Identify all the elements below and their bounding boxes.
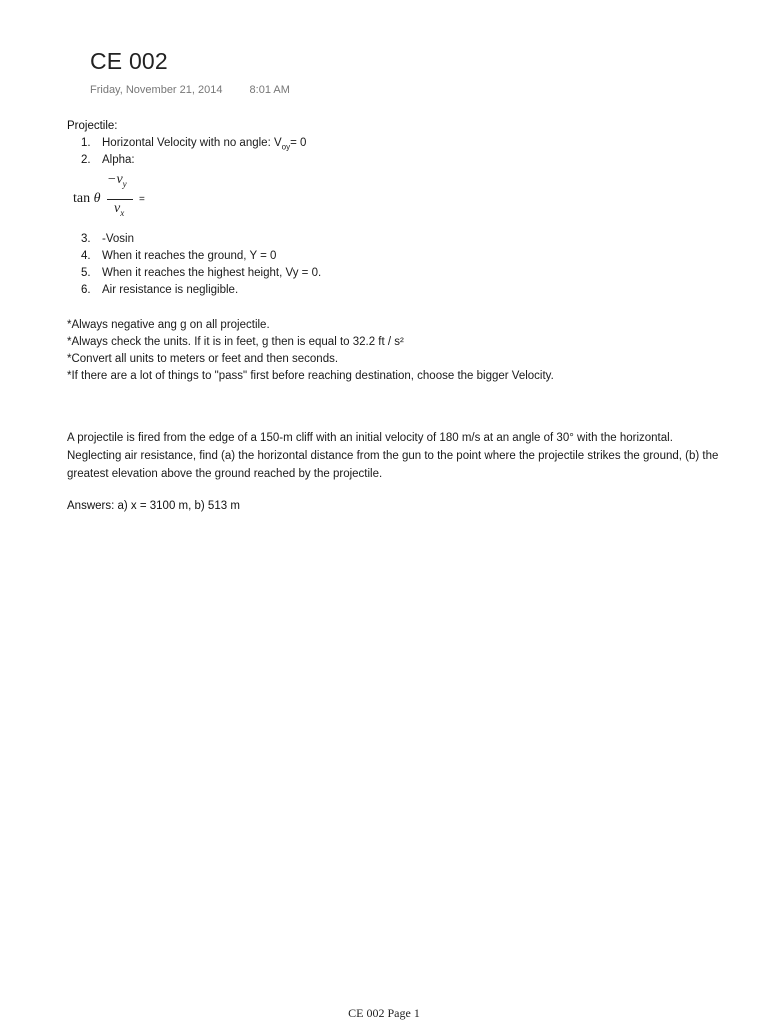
list-item-text: When it reaches the highest height, Vy = 0. bbox=[102, 267, 322, 279]
list-item-text: Air resistance is negligible. bbox=[102, 284, 239, 296]
numerator-symbol: −v bbox=[107, 172, 123, 187]
note-line: *Always negative ang g on all projectile. bbox=[67, 319, 270, 331]
problem-statement: A projectile is fired from the edge of a 150-m cliff with an initial velocity of 180 m/s at an angle of 30° with the horizontal. Neglecting air resistance, find (a) the horizontal distance from the gun to the point where the projectile strikes the ground, (b) the greatest elevation above the ground reached by the projectile. bbox=[67, 432, 719, 480]
note-line: *Always check the units. If it is in feet, g then is equal to 32.2 ft / s² bbox=[67, 336, 404, 348]
voy-subscript: oy bbox=[281, 142, 291, 152]
list-item-text: Alpha: bbox=[102, 154, 135, 166]
page-meta bbox=[90, 84, 290, 96]
list-item-text: -Vosin bbox=[102, 233, 134, 245]
list-number: 6. bbox=[81, 284, 91, 296]
notes-block bbox=[67, 317, 727, 385]
list-number: 1. bbox=[81, 137, 91, 149]
list-item-text: Horizontal Velocity with no angle: bbox=[102, 137, 274, 149]
rules-list-bottom bbox=[67, 231, 727, 299]
formula-equals: = bbox=[139, 194, 145, 205]
note-line: *Convert all units to meters or feet and then seconds. bbox=[67, 353, 339, 365]
list-item bbox=[67, 231, 727, 248]
tan-label: tan bbox=[73, 191, 91, 206]
answer-line: Answers: a) x = 3100 m, b) 513 m bbox=[67, 500, 240, 512]
formula-lhs bbox=[73, 190, 101, 207]
denominator-subscript: x bbox=[120, 207, 125, 218]
list-number: 2. bbox=[81, 154, 91, 166]
formula-numerator bbox=[107, 171, 127, 193]
time-stamp: 8:01 AM bbox=[249, 84, 290, 96]
page-footer: CE 002 Page 1 bbox=[348, 1006, 420, 1020]
date-stamp: Friday, November 21, 2014 bbox=[90, 84, 223, 96]
theta-symbol: θ bbox=[93, 191, 101, 206]
list-item bbox=[67, 135, 727, 152]
note-line: *If there are a lot of things to "pass" first before reaching destination, choose the bigger Velocity. bbox=[67, 370, 554, 382]
voy-value: = 0 bbox=[290, 137, 307, 149]
voy-symbol: V bbox=[273, 137, 282, 149]
formula-denominator bbox=[114, 200, 124, 222]
list-item-text: When it reaches the ground, Y = 0 bbox=[102, 250, 277, 262]
list-item bbox=[67, 248, 727, 265]
list-number: 3. bbox=[81, 233, 91, 245]
list-item bbox=[67, 152, 727, 169]
section-heading: Projectile: bbox=[67, 120, 118, 132]
list-item bbox=[67, 265, 727, 282]
denominator-symbol: v bbox=[114, 201, 121, 216]
tan-theta-formula bbox=[67, 171, 727, 229]
rules-list-top bbox=[67, 135, 727, 169]
page-title: CE 002 bbox=[90, 48, 168, 74]
list-number: 5. bbox=[81, 267, 91, 279]
list-item bbox=[67, 282, 727, 299]
list-number: 4. bbox=[81, 250, 91, 262]
note-body bbox=[67, 118, 727, 515]
numerator-subscript: y bbox=[122, 178, 127, 189]
